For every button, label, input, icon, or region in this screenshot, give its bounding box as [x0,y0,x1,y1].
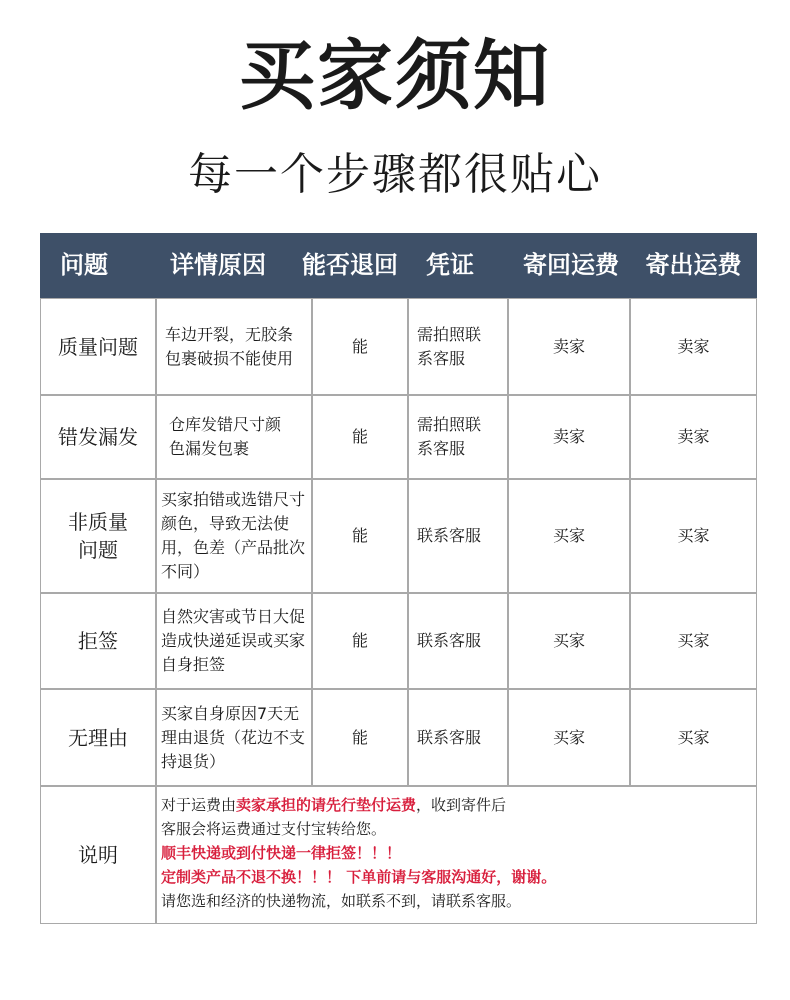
table-row-issue: 无理由 [40,689,156,786]
table-row-proof [408,593,508,689]
table-row-detail [156,395,312,479]
table-row-proof [408,298,508,395]
note-line: 请您选和经济的快递物流，如联系不到，请联系客服。 [161,892,522,910]
note-warning: 顺丰快递或到付快递一律拒签！！！ [161,844,402,862]
header-detail: 详情原因 [170,251,266,279]
proof-text: 联系客服 [417,526,482,545]
note-content [156,786,757,924]
detail-text: 自然灾害或节日大促造成快递延误或买家自身拒签 [161,607,306,674]
note-warning: 定制类产品不退不换！！！ 下单前请与客服沟通好，谢谢。 [161,868,557,886]
note-line: 对于运费由卖家承担的请先行垫付运费，收到寄件后 [161,796,507,814]
table-row-return-fee: 卖家 [508,395,630,479]
table-row-return-fee: 买家 [508,689,630,786]
table-row-issue: 错发漏发 [40,395,156,479]
proof-text: 需拍照联系客服 [417,324,482,368]
table-row-returnable: 能 [312,298,408,395]
table-row-issue [40,479,156,593]
table-row-returnable: 能 [312,479,408,593]
detail-text: 买家自身原因7天无理由退货（花边不支持退货） [161,703,306,771]
table-row-returnable: 能 [312,689,408,786]
table-row-proof [408,395,508,479]
detail-text: 车边开裂，无胶条包裹破损不能使用 [165,324,294,368]
note-highlight: 卖家承担的请先行垫付运费 [236,796,417,814]
table-row-return-fee: 卖家 [508,298,630,395]
header-returnable: 能否退回 [302,251,398,279]
table-row-detail [156,479,312,593]
table-row-detail [156,689,312,786]
table-row-proof [408,689,508,786]
table-row-proof [408,479,508,593]
page-title: 买家须知 [239,31,551,120]
proof-text: 联系客服 [417,727,482,747]
detail-text: 仓库发错尺寸颜色漏发包裹 [169,415,282,458]
policy-table [40,298,757,924]
table-row-send-fee: 卖家 [630,298,757,395]
table-row-send-fee: 买家 [630,479,757,593]
table-row-detail [156,593,312,689]
header-issue: 问题 [60,251,108,279]
table-header [40,233,757,298]
table-row-returnable: 能 [312,395,408,479]
header-send-fee: 寄出运费 [645,251,742,279]
detail-text: 买家拍错或选错尺寸颜色，导致无法使用，色差（产品批次不同） [161,490,306,581]
header-return-fee: 寄回运费 [523,251,619,279]
table-row-return-fee: 买家 [508,479,630,593]
issue-text: 非质量问题 [68,510,128,562]
note-label: 说明 [40,786,156,924]
table-row-issue: 拒签 [40,593,156,689]
table-row-issue: 质量问题 [40,298,156,395]
table-row-send-fee: 卖家 [630,395,757,479]
table-row-send-fee: 买家 [630,593,757,689]
table-row-returnable: 能 [312,593,408,689]
table-row-send-fee: 买家 [630,689,757,786]
proof-text: 联系客服 [417,631,482,650]
table-row-return-fee: 买家 [508,593,630,689]
proof-text: 需拍照联系客服 [417,415,482,458]
page-subtitle: 每一个步骤都很贴心 [188,149,602,200]
table-row-detail [156,298,312,395]
header-proof: 凭证 [426,251,474,279]
note-line: 客服会将运费通过支付宝转给您。 [161,820,387,838]
